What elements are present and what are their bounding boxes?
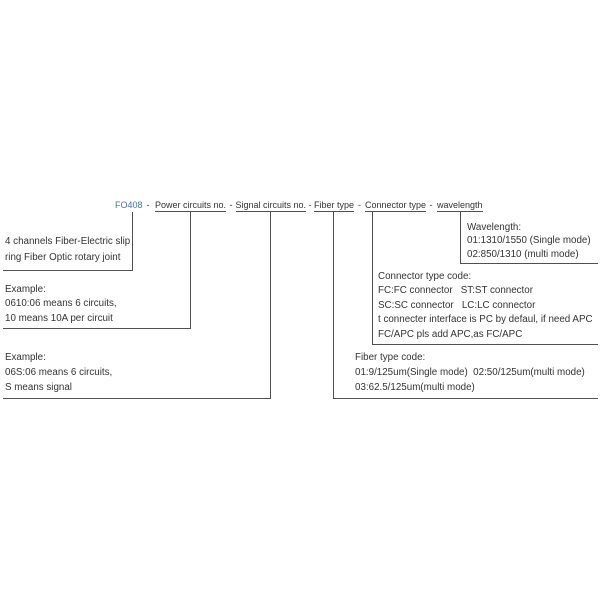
note-line: 02:850/1310 (multi mode) — [467, 248, 579, 260]
code-separator: - — [358, 200, 361, 210]
note-line: 06S:06 means 6 circuits, — [5, 366, 113, 378]
product-code-prefix: FO408 — [115, 200, 143, 210]
leader-line-wavelength-horizontal — [460, 263, 598, 264]
note-line: FC/APC pls add APC,as FC/APC — [378, 328, 523, 340]
leader-line-prefix-vertical — [132, 212, 133, 271]
note-line: 03:62.5/125um(multi mode) — [355, 381, 475, 393]
segment-fiber-type: Fiber type — [314, 200, 355, 210]
leader-line-connector-vertical — [372, 212, 373, 345]
note-signal-circuits — [5, 350, 112, 395]
note-fiber-type — [355, 350, 585, 395]
note-line: ring Fiber Optic rotary joint — [5, 252, 121, 263]
note-heading: Wavelength: — [467, 221, 522, 233]
note-heading: Fiber type code: — [355, 351, 426, 363]
leader-line-power-horizontal — [3, 328, 191, 329]
note-heading: Example: — [5, 283, 46, 295]
note-line: FC:FC connector ST:ST connector — [378, 285, 533, 296]
note-line: 0610:06 means 6 circuits, — [5, 298, 117, 309]
leader-line-signal-vertical — [270, 212, 271, 399]
leader-line-fiber-horizontal — [333, 398, 598, 399]
note-line: S means signal — [5, 381, 72, 393]
code-separator: - — [429, 200, 433, 210]
note-wavelength — [467, 221, 591, 262]
code-separator: - — [229, 200, 233, 210]
note-connector-type — [378, 270, 593, 343]
note-product-description — [5, 234, 130, 266]
leader-line-connector-horizontal — [372, 344, 598, 345]
note-power-circuits — [5, 283, 117, 327]
leader-line-wavelength-vertical — [460, 212, 461, 264]
segment-signal-circuits: Signal circuits no. — [235, 200, 307, 210]
note-line: 10 means 10A per circuit — [5, 312, 113, 324]
code-separator: - — [146, 200, 150, 210]
segment-connector-type: Connector type — [365, 200, 427, 210]
note-line: 01:9/125um(Single mode) 02:50/125um(multi mode) — [355, 366, 585, 378]
leader-line-prefix-horizontal — [3, 270, 133, 271]
note-line: t connecter interface is PC by defaul, if need APC — [378, 314, 593, 325]
note-heading: Connector type code: — [378, 270, 472, 282]
note-heading: Example: — [5, 351, 46, 363]
code-separator: - — [308, 200, 312, 210]
leader-line-signal-horizontal — [3, 398, 271, 399]
leader-line-power-vertical — [190, 212, 191, 329]
leader-line-fiber-vertical — [333, 212, 334, 399]
segment-wavelength: wavelength — [437, 200, 483, 210]
segment-power-circuits: Power circuits no. — [155, 200, 227, 210]
note-line: 4 channels Fiber-Electric slip — [5, 236, 131, 247]
note-line: SC:SC connector LC:LC connector — [378, 299, 536, 311]
note-line: 01:1310/1550 (Single mode) — [467, 235, 591, 246]
